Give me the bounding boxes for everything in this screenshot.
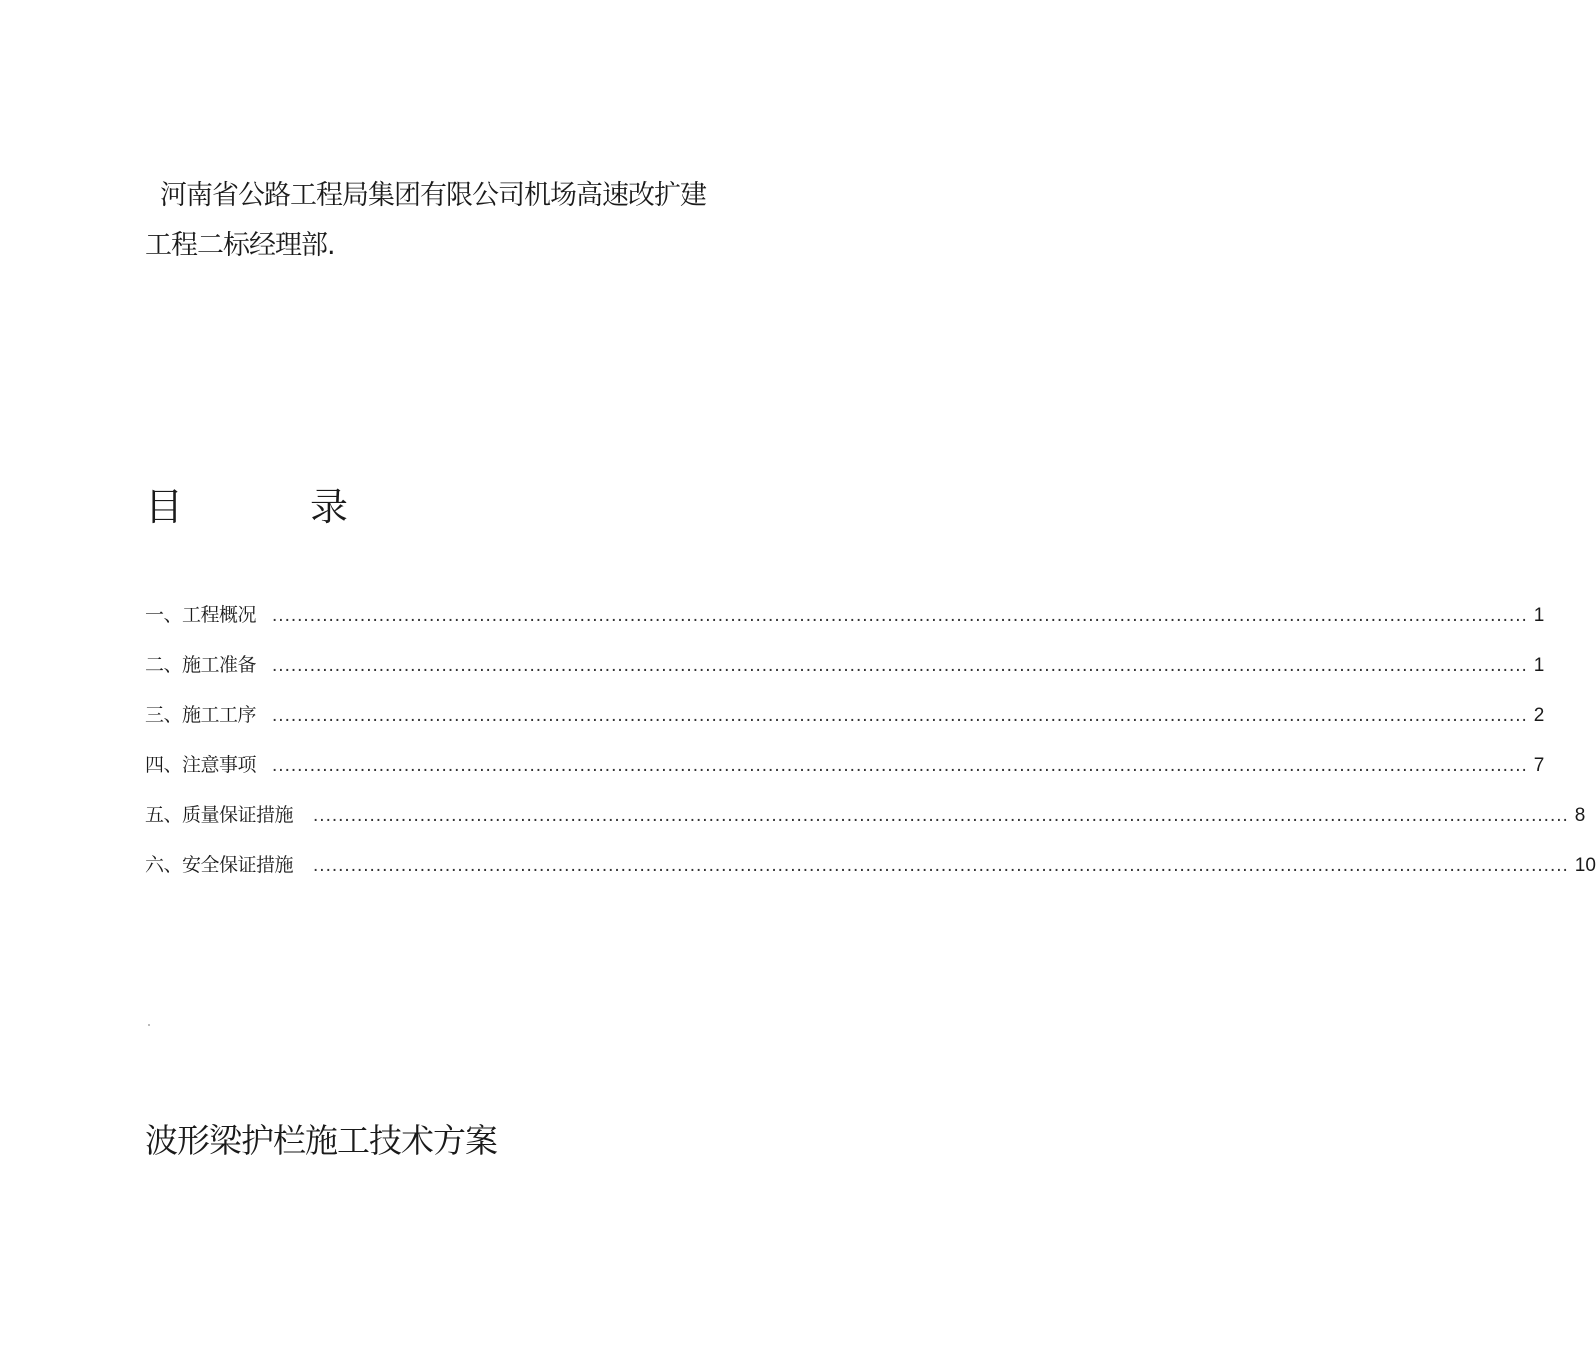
toc-entry[interactable]	[145, 850, 1596, 900]
toc-dot-leader: ........................................................................................................................................................................................................	[272, 605, 1528, 626]
toc-entry-label: 二、施工准备	[145, 654, 257, 676]
toc-dot-leader: ........................................................................................................................................................................................................	[313, 855, 1569, 876]
toc-entry-page: 1	[1533, 655, 1545, 676]
toc-entry-label: 一、工程概况	[145, 604, 257, 626]
scan-speck	[148, 1024, 150, 1026]
toc-heading-char-1: 目	[145, 485, 184, 529]
toc-entry-label: 五、质量保证措施	[145, 804, 294, 826]
toc-entry-page: 7	[1533, 755, 1545, 776]
toc-dot-leader: ........................................................................................................................................................................................................	[272, 655, 1528, 676]
toc-entry[interactable]	[145, 750, 1545, 800]
org-name-line-1: 河南省公路工程局集团有限公司机场高速改扩建	[160, 180, 706, 211]
toc-entry[interactable]	[145, 800, 1586, 850]
toc-entry-page: 2	[1533, 705, 1545, 726]
toc-entry-page: 1	[1533, 605, 1545, 626]
table-of-contents	[145, 600, 1596, 900]
toc-entry-label: 四、注意事项	[145, 754, 257, 776]
toc-dot-leader: ........................................................................................................................................................................................................	[272, 755, 1528, 776]
org-name-line-2: 工程二标经理部.	[145, 230, 335, 261]
toc-dot-leader: ........................................................................................................................................................................................................	[313, 805, 1569, 826]
toc-entry-page: 10	[1574, 855, 1596, 876]
toc-entry[interactable]	[145, 700, 1545, 750]
toc-entry-page: 8	[1574, 805, 1586, 826]
toc-entry-label: 六、安全保证措施	[145, 854, 294, 876]
toc-heading-char-2: 录	[310, 485, 349, 529]
toc-entry[interactable]	[145, 600, 1545, 650]
toc-entry[interactable]	[145, 650, 1545, 700]
toc-entry-label: 三、施工工序	[145, 704, 257, 726]
toc-dot-leader: ........................................................................................................................................................................................................	[272, 705, 1528, 726]
document-title: 波形梁护栏施工技术方案	[145, 1121, 497, 1160]
